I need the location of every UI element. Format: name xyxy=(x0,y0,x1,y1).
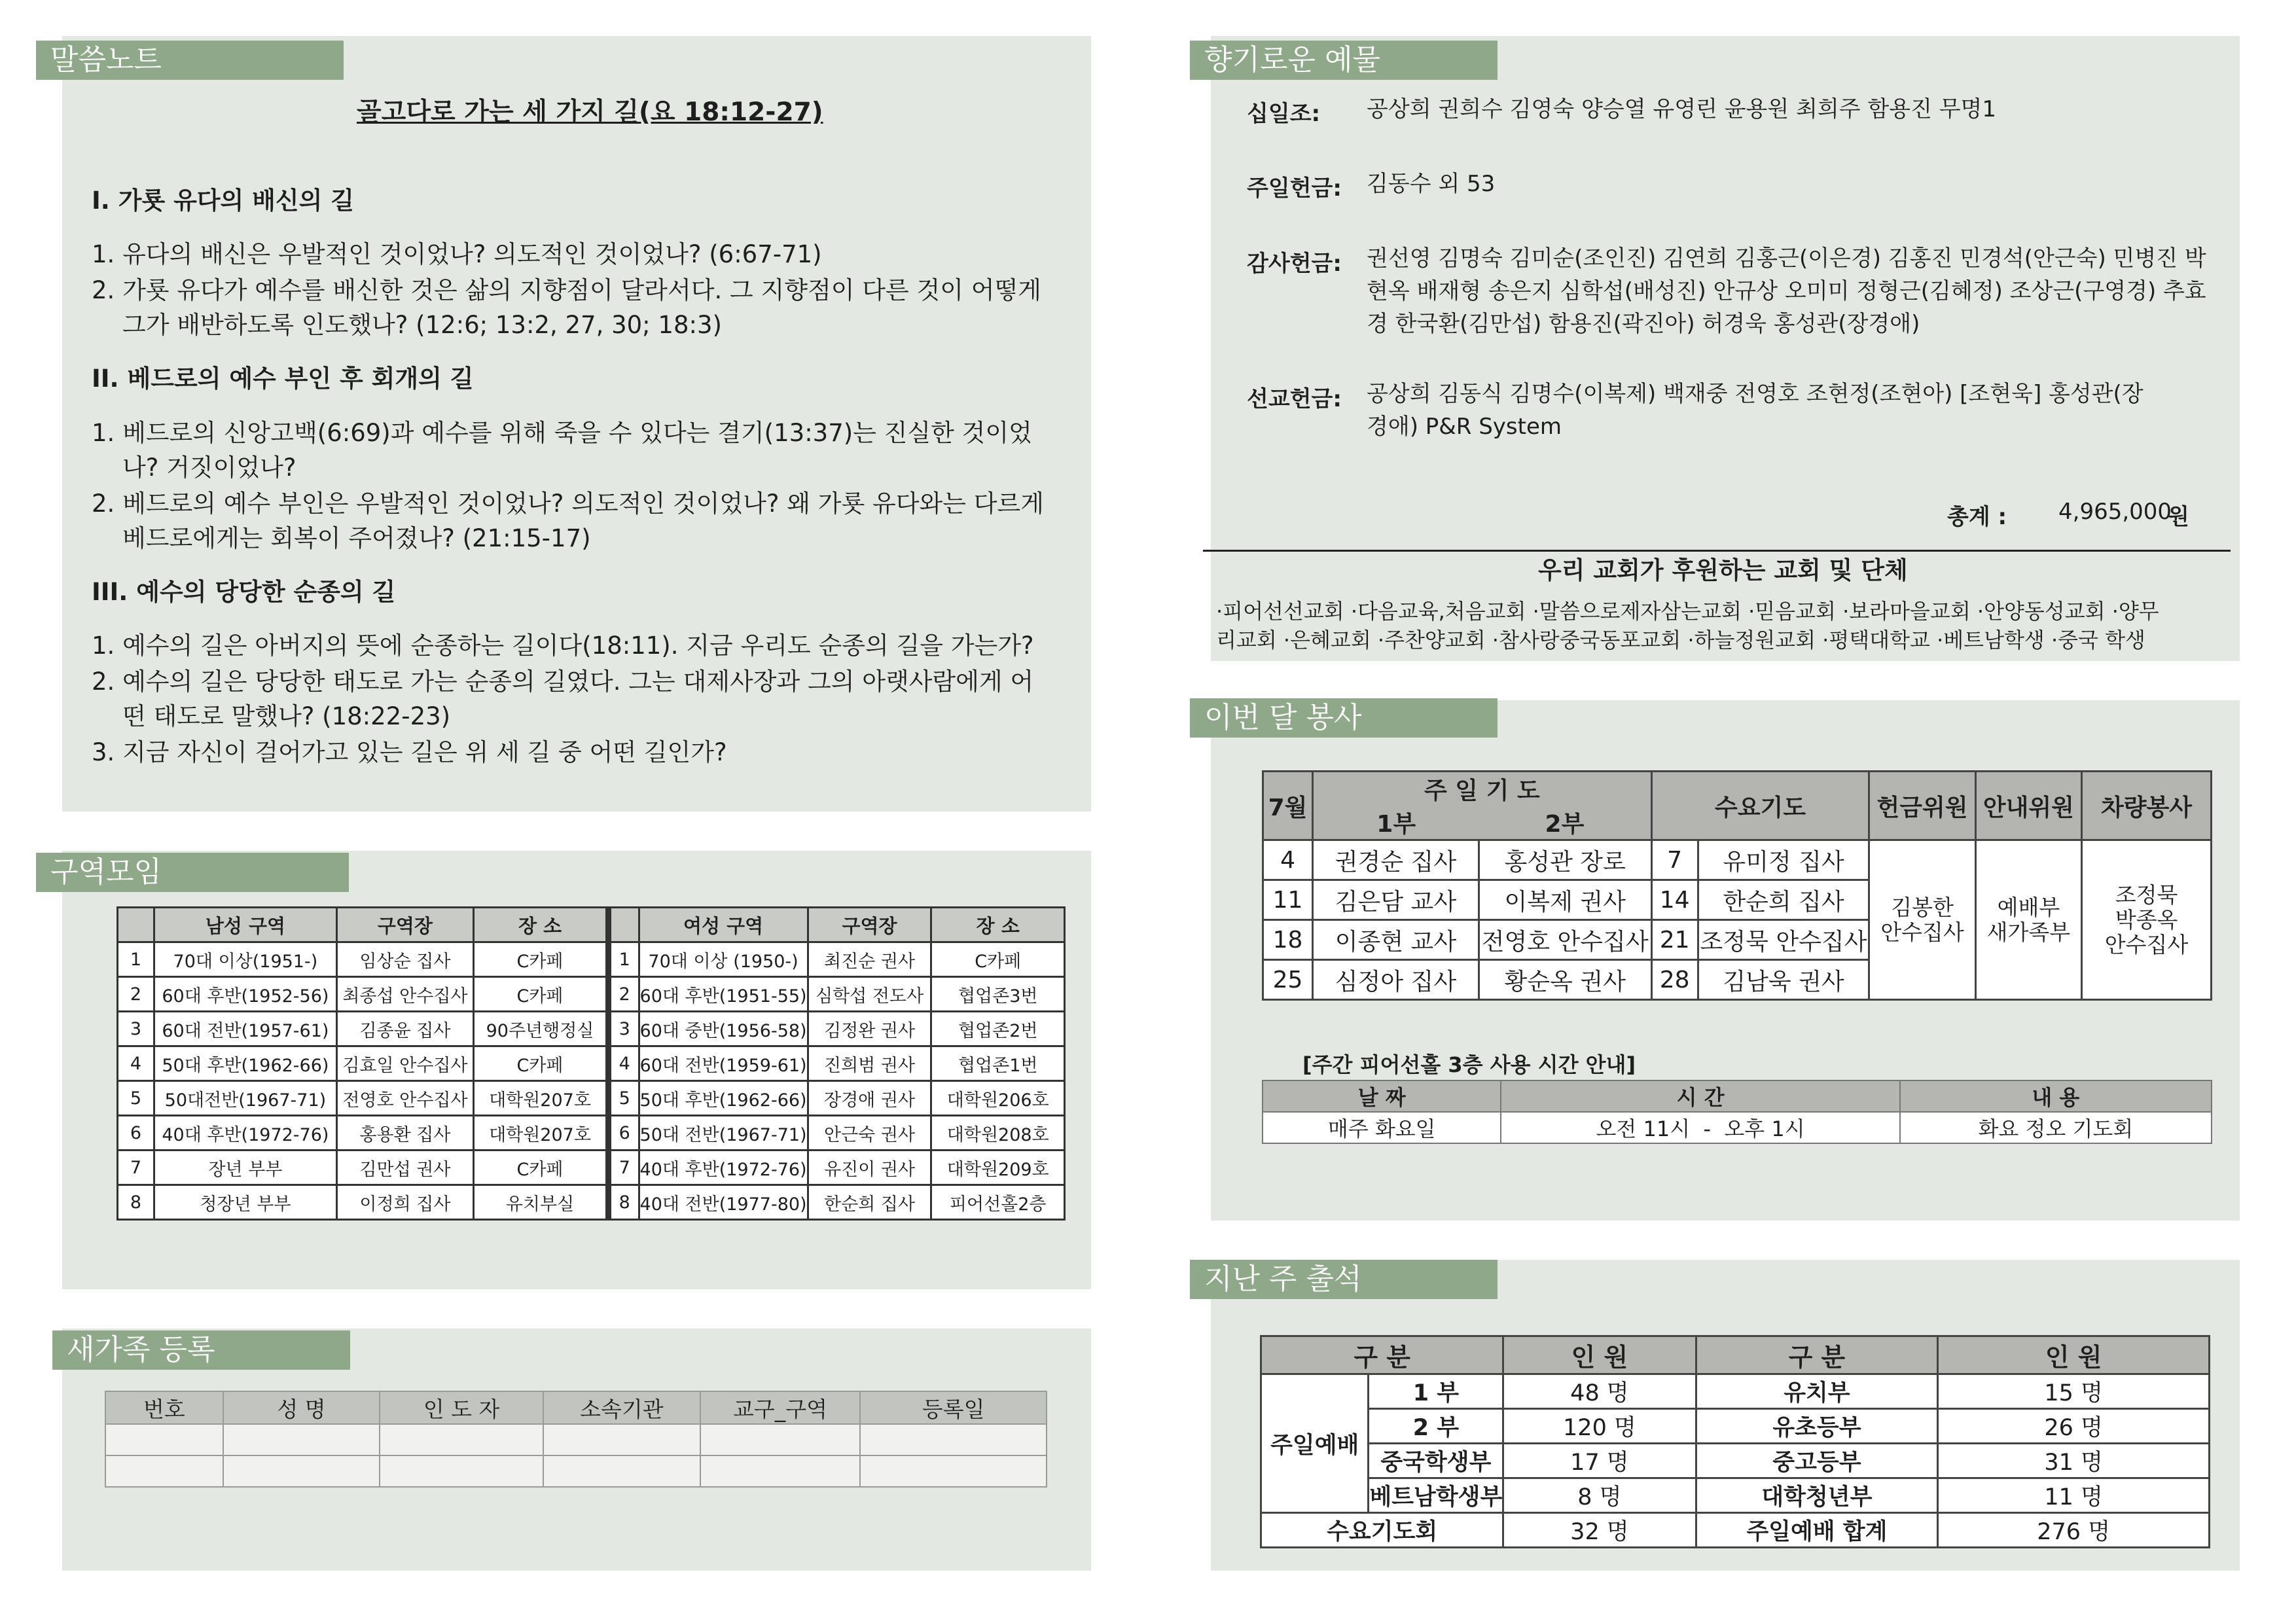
mission-offering-label: 선교헌금: xyxy=(1247,386,1342,412)
male-district-name: 70대 이상(1951-) xyxy=(154,942,337,977)
table-row xyxy=(118,1046,1065,1081)
sermon-line: 1. 예수의 길은 아버지의 뜻에 순종하는 길이다(18:11). 지금 우리도 순종의 길을 가는가? xyxy=(92,632,1034,660)
service-wed: 김남욱 권사 xyxy=(1698,960,1869,1000)
female-leader: 한순희 집사 xyxy=(808,1185,931,1220)
female-place: 협업존1번 xyxy=(931,1046,1065,1081)
service-part2: 홍성관 장로 xyxy=(1479,840,1651,880)
hall-col-time: 시 간 xyxy=(1501,1080,1899,1112)
service-part1: 권경순 집사 xyxy=(1313,840,1479,880)
male-district-name: 60대 전반(1957-61) xyxy=(154,1012,337,1046)
sermon-line: 3. 지금 자신이 걸어가고 있는 길은 위 세 길 중 어떤 길인가? xyxy=(92,738,727,766)
female-leader: 김정완 권사 xyxy=(808,1012,931,1046)
male-district-no: 7 xyxy=(118,1150,154,1185)
attendance-header: 지난 주 출석 xyxy=(1190,1260,1498,1299)
female-place: 대학원206호 xyxy=(931,1081,1065,1116)
vehicle-service-label: 차량봉사 xyxy=(2082,772,2212,840)
att-name: 2 부 xyxy=(1369,1409,1503,1444)
offering-header: 향기로운 예물 xyxy=(1190,41,1498,80)
male-place: 유치부실 xyxy=(473,1185,606,1220)
service-date: 4 xyxy=(1263,840,1313,880)
att-count: 120 명 xyxy=(1503,1409,1696,1444)
female-district-name: 40대 후반(1972-76) xyxy=(639,1150,808,1185)
col-org: 소속기관 xyxy=(543,1391,700,1424)
hall-content: 화요 정오 기도회 xyxy=(1900,1112,2212,1143)
att-col-div: 구 분 xyxy=(1696,1336,1938,1374)
supported-line1: ·피어선선교회 ·다음교육,처음교회 ·말씀으로제자삼는교회 ·믿음교회 ·보라마을교회 ·안양동성교회 ·양무 xyxy=(1216,599,2159,624)
offering-committee-label: 헌금위원 xyxy=(1869,772,1975,840)
female-place: C카페 xyxy=(931,942,1065,977)
att-col-count: 인 원 xyxy=(1938,1336,2210,1374)
sermon-line: 2. 베드로의 예수 부인은 우발적인 것이었나? 의도적인 것이었나? 왜 가룟 유다와는 다르게 xyxy=(92,490,1044,518)
sunday-prayer-label: 주 일 기 도 xyxy=(1313,772,1652,806)
male-district-no: 2 xyxy=(118,977,154,1012)
sermon-header: 말씀노트 xyxy=(36,41,344,80)
col-place: 장 소 xyxy=(473,908,606,942)
table-row xyxy=(118,942,1065,977)
service-wed-date: 14 xyxy=(1651,880,1698,920)
table-row xyxy=(118,1185,1065,1220)
female-district-no: 1 xyxy=(610,942,639,977)
att-name: 유초등부 xyxy=(1696,1409,1938,1444)
district-table xyxy=(117,906,1066,1221)
female-leader: 유진이 권사 xyxy=(808,1150,931,1185)
col-number: 번호 xyxy=(105,1391,223,1424)
offering-committee: 김봉한 안수집사 xyxy=(1869,840,1975,1000)
female-district-name: 60대 전반(1959-61) xyxy=(639,1046,808,1081)
service-part1: 이종현 교사 xyxy=(1313,920,1479,960)
female-place: 대학원208호 xyxy=(931,1116,1065,1150)
district-header-row xyxy=(118,908,1065,942)
sermon-heading-3: III. 예수의 당당한 순종의 길 xyxy=(92,578,396,606)
att-name: 유치부 xyxy=(1696,1374,1938,1409)
vehicle-service: 조정묵 박종옥 안수집사 xyxy=(2082,840,2212,1000)
female-district-no: 4 xyxy=(610,1046,639,1081)
att-count: 31 명 xyxy=(1938,1444,2210,1478)
col-male-district: 남성 구역 xyxy=(154,908,337,942)
table-row xyxy=(1261,1409,2210,1444)
service-part2: 황순옥 권사 xyxy=(1479,960,1651,1000)
female-leader: 장경애 권사 xyxy=(808,1081,931,1116)
female-district-name: 50대 전반(1967-71) xyxy=(639,1116,808,1150)
male-district-name: 50대 후반(1962-66) xyxy=(154,1046,337,1081)
male-leader: 최종섭 안수집사 xyxy=(336,977,473,1012)
thanks-offering-label: 감사헌금: xyxy=(1247,251,1342,277)
table-row xyxy=(1261,1444,2210,1478)
male-place: C카페 xyxy=(473,942,606,977)
att-count: 8 명 xyxy=(1503,1478,1696,1513)
service-wed-date: 28 xyxy=(1651,960,1698,1000)
sermon-line: 1. 베드로의 신앙고백(6:69)과 예수를 위해 죽을 수 있다는 결기(13:37)는 진실한 것이었 xyxy=(92,419,1032,447)
male-place: 대학원207호 xyxy=(473,1081,606,1116)
col-name: 성 명 xyxy=(223,1391,380,1424)
col-female-district: 여성 구역 xyxy=(639,908,808,942)
male-leader: 김종윤 집사 xyxy=(336,1012,473,1046)
male-district-no: 8 xyxy=(118,1185,154,1220)
male-leader: 임상순 집사 xyxy=(336,942,473,977)
service-wed-date: 21 xyxy=(1651,920,1698,960)
male-district-name: 50대전반(1967-71) xyxy=(154,1081,337,1116)
male-district-name: 장년 부부 xyxy=(154,1150,337,1185)
service-wed-date: 7 xyxy=(1651,840,1698,880)
female-district-no: 7 xyxy=(610,1150,639,1185)
sermon-line: 떤 태도로 말했나? (18:22-23) xyxy=(92,702,451,730)
table-row xyxy=(105,1455,1047,1487)
att-col-div: 구 분 xyxy=(1261,1336,1503,1374)
col-leader: 구역장 xyxy=(336,908,473,942)
divider xyxy=(1203,550,2231,552)
sermon-line: 베드로에게는 회복이 주어졌나? (21:15-17) xyxy=(92,524,591,552)
sunday-offering-value: 김동수 외 53 xyxy=(1367,171,1496,197)
att-name: 1 부 xyxy=(1369,1374,1503,1409)
guide-committee-label: 안내위원 xyxy=(1975,772,2081,840)
male-place: C카페 xyxy=(473,1046,606,1081)
att-count: 48 명 xyxy=(1503,1374,1696,1409)
service-date: 18 xyxy=(1263,920,1313,960)
service-wed: 조정묵 안수집사 xyxy=(1698,920,1869,960)
male-leader: 홍용환 집사 xyxy=(336,1116,473,1150)
att-col-count: 인 원 xyxy=(1503,1336,1696,1374)
female-district-no: 2 xyxy=(610,977,639,1012)
table-row xyxy=(118,977,1065,1012)
sermon-line: 나? 거짓이었나? xyxy=(92,454,296,482)
male-district-no: 4 xyxy=(118,1046,154,1081)
male-place: C카페 xyxy=(473,977,606,1012)
male-district-name: 청장년 부부 xyxy=(154,1185,337,1220)
female-place: 협업존3번 xyxy=(931,977,1065,1012)
service-header: 이번 달 봉사 xyxy=(1190,698,1498,738)
sunday-service-label: 주일예배 xyxy=(1261,1374,1369,1513)
total-label: 총계 : xyxy=(1947,504,2007,530)
table-row xyxy=(1261,1478,2210,1513)
district-header: 구역모임 xyxy=(36,853,349,892)
guide-committee: 예배부 새가족부 xyxy=(1975,840,2081,1000)
service-part1: 김은담 교사 xyxy=(1313,880,1479,920)
tithe-label: 십일조: xyxy=(1247,101,1321,127)
sunday-total-count: 276 명 xyxy=(1938,1513,2210,1548)
male-leader: 전영호 안수집사 xyxy=(336,1081,473,1116)
table-row xyxy=(118,1150,1065,1185)
female-leader: 진희범 권사 xyxy=(808,1046,931,1081)
service-table xyxy=(1262,770,2212,1001)
att-name: 중국학생부 xyxy=(1369,1444,1503,1478)
service-date: 11 xyxy=(1263,880,1313,920)
table-row xyxy=(118,1116,1065,1150)
female-district-name: 60대 후반(1951-55) xyxy=(639,977,808,1012)
att-count: 15 명 xyxy=(1938,1374,2210,1409)
mission-offering-value: 공상희 김동식 김명수(이복제) 백재중 전영호 조현정(조현아) [조현욱] 홍성관(장경애) P&R System xyxy=(1367,381,2144,440)
female-place: 대학원209호 xyxy=(931,1150,1065,1185)
hall-title: [주간 피어선홀 3층 사용 시간 안내] xyxy=(1302,1052,1636,1077)
service-wed: 유미정 집사 xyxy=(1698,840,1869,880)
hall-col-date: 날 짜 xyxy=(1263,1080,1501,1112)
female-district-no: 5 xyxy=(610,1081,639,1116)
male-leader: 김만섭 권사 xyxy=(336,1150,473,1185)
male-district-no: 3 xyxy=(118,1012,154,1046)
sunday-offering-label: 주일헌금: xyxy=(1247,175,1342,202)
supported-line2: 리교회 ·은혜교회 ·주찬양교회 ·참사랑중국동포교회 ·하늘정원교회 ·평택대학교 ·베트남학생 ·중국 학생 xyxy=(1216,628,2145,652)
male-district-no: 1 xyxy=(118,942,154,977)
male-leader: 김효일 안수집사 xyxy=(336,1046,473,1081)
service-part2: 전영호 안수집사 xyxy=(1479,920,1651,960)
female-district-name: 60대 중반(1956-58) xyxy=(639,1012,808,1046)
female-place: 피어선홀2층 xyxy=(931,1185,1065,1220)
att-count: 32 명 xyxy=(1503,1513,1696,1548)
sermon-heading-2: II. 베드로의 예수 부인 후 회개의 길 xyxy=(92,365,474,393)
thanks-offering-value: 권선영 김명숙 김미순(조인진) 김연희 김홍근(이은경) 김홍진 민경석(안근숙) 민병진 박현옥 배재형 송은지 심학섭(배성진) 안규상 오미미 정형근(김혜정) 조상근(구영경) 추효경 한국환(김만섭) 함용진(곽진아) 허경욱 홍성관(장경애) xyxy=(1367,245,2206,337)
female-district-no: 3 xyxy=(610,1012,639,1046)
female-district-name: 50대 후반(1962-66) xyxy=(639,1081,808,1116)
male-district-no: 6 xyxy=(118,1116,154,1150)
table-row xyxy=(1263,1112,2212,1143)
service-part1: 심정아 집사 xyxy=(1313,960,1479,1000)
female-district-name: 40대 전반(1977-80) xyxy=(639,1185,808,1220)
wed-prayer-label: 수요기도 xyxy=(1651,772,1869,840)
female-leader: 최진순 권사 xyxy=(808,942,931,977)
table-row xyxy=(1263,840,2212,880)
sermon-line: 2. 가룟 유다가 예수를 배신한 것은 삶의 지향점이 달라서다. 그 지향점이 다른 것이 어떻게 xyxy=(92,276,1041,304)
service-date: 25 xyxy=(1263,960,1313,1000)
total-value: 4,965,000 xyxy=(2058,499,2172,525)
sermon-line: 2. 예수의 길은 당당한 태도로 가는 순종의 길였다. 그는 대제사장과 그의 아랫사람에게 어 xyxy=(92,668,1034,696)
male-place: 대학원207호 xyxy=(473,1116,606,1150)
supported-title: 우리 교회가 후원하는 교회 및 단체 xyxy=(1538,556,1908,584)
male-place: 90주년행정실 xyxy=(473,1012,606,1046)
sermon-line: 1. 유다의 배신은 우발적인 것이었나? 의도적인 것이었나? (6:67-71) xyxy=(92,240,822,268)
female-place: 협업존2번 xyxy=(931,1012,1065,1046)
att-name: 중고등부 xyxy=(1696,1444,1938,1478)
att-name: 베트남학생부 xyxy=(1369,1478,1503,1513)
col-parish: 교구_구역 xyxy=(700,1391,861,1424)
att-count: 11 명 xyxy=(1938,1478,2210,1513)
table-row xyxy=(118,1012,1065,1046)
table-row xyxy=(1261,1374,2210,1409)
male-district-no: 5 xyxy=(118,1081,154,1116)
male-leader: 이정희 집사 xyxy=(336,1185,473,1220)
hall-day: 매주 화요일 xyxy=(1263,1112,1501,1143)
hall-time: 오전 11시 - 오후 1시 xyxy=(1501,1112,1899,1143)
hall-table xyxy=(1262,1080,2212,1144)
sermon-heading-1: I. 가룟 유다의 배신의 길 xyxy=(92,187,355,215)
att-count: 17 명 xyxy=(1503,1444,1696,1478)
male-district-name: 40대 후반(1972-76) xyxy=(154,1116,337,1150)
col-leader: 구역장 xyxy=(808,908,931,942)
col-place: 장 소 xyxy=(931,908,1065,942)
month-label: 7월 xyxy=(1263,772,1313,840)
table-row xyxy=(105,1424,1047,1455)
col-date: 등록일 xyxy=(860,1391,1047,1424)
female-district-no: 6 xyxy=(610,1116,639,1150)
service-part2: 이복제 권사 xyxy=(1479,880,1651,920)
col-guide: 인 도 자 xyxy=(380,1391,543,1424)
tithe-value: 공상희 권희수 김영숙 양승열 유영린 윤용원 최희주 함용진 무명1 xyxy=(1367,96,1997,122)
sermon-line: 그가 배반하도록 인도했나? (12:6; 13:2, 27, 30; 18:3) xyxy=(92,311,722,339)
service-wed: 한순희 집사 xyxy=(1698,880,1869,920)
sermon-title: 골고다로 가는 세 가지 길(요 18:12-27) xyxy=(357,98,823,127)
attendance-table xyxy=(1260,1335,2210,1548)
male-place: C카페 xyxy=(473,1150,606,1185)
hall-col-content: 내 용 xyxy=(1900,1080,2212,1112)
att-count: 26 명 xyxy=(1938,1409,2210,1444)
newfamily-header: 새가족 등록 xyxy=(52,1330,350,1370)
female-leader: 심학섭 전도사 xyxy=(808,977,931,1012)
wed-service-label: 수요기도회 xyxy=(1261,1513,1503,1548)
part2-label: 2부 xyxy=(1479,806,1651,840)
table-row xyxy=(118,1081,1065,1116)
newfamily-table xyxy=(105,1391,1047,1488)
total-unit: 원 xyxy=(2168,504,2189,530)
part1-label: 1부 xyxy=(1313,806,1479,840)
table-row xyxy=(1261,1513,2210,1548)
att-name: 대학청년부 xyxy=(1696,1478,1938,1513)
female-district-no: 8 xyxy=(610,1185,639,1220)
female-district-name: 70대 이상 (1950-) xyxy=(639,942,808,977)
sunday-total-label: 주일예배 합계 xyxy=(1696,1513,1938,1548)
female-leader: 안근숙 권사 xyxy=(808,1116,931,1150)
male-district-name: 60대 후반(1952-56) xyxy=(154,977,337,1012)
